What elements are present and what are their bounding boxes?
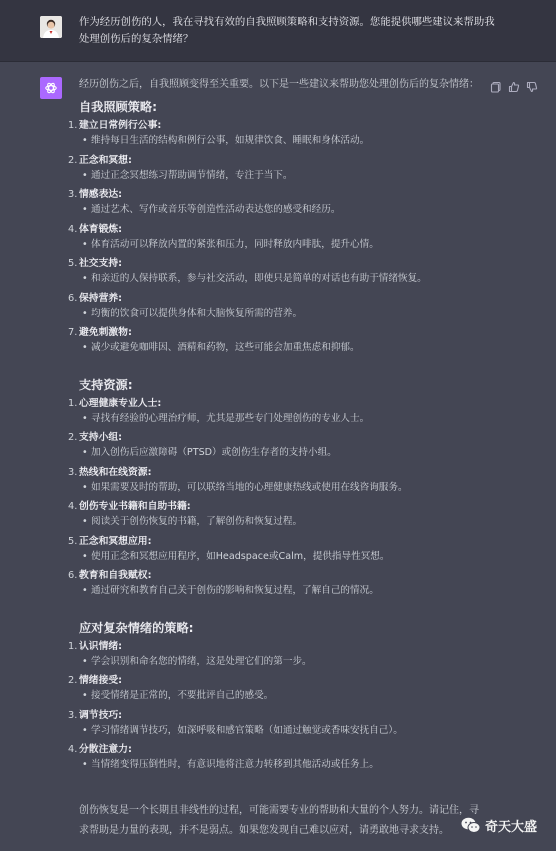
assistant-reply <box>68 76 479 777</box>
list-item-number: 4. <box>68 501 78 512</box>
user-avatar <box>40 16 62 38</box>
chatgpt-logo-icon <box>40 77 62 99</box>
list-item-bullet: • 通过研究和教育自己关于创伤的影响和恢复过程，了解自己的情况。 <box>79 583 479 603</box>
user-message-text: 作为经历创伤的人，我在寻找有效的自我照顾策略和支持资源。您能提供哪些建议来帮助我处理创伤后的复杂情绪？ <box>79 16 495 45</box>
reply-closing: 创伤恢复是一个长期且非线性的过程，可能需要专业的帮助和大量的个人努力。请记住，寻求帮助是力量的表现，并不是弱点。如果您发现自己难以应对，请勇敢地寻求支持。 <box>79 805 479 836</box>
list-item-title: 分散注意力: <box>79 744 132 755</box>
list-item-title: 认识情绪: <box>79 640 123 652</box>
copy-icon[interactable] <box>490 78 502 90</box>
list-item-bullet: • 接受情绪是正常的，不要批评自己的感受。 <box>79 688 479 708</box>
list-item <box>68 708 479 743</box>
list-item-number: 5. <box>68 535 78 547</box>
list-item-bullet: • 寻找有经验的心理治疗师，尤其是那些专门处理创伤的专业人士。 <box>79 411 479 431</box>
list-item-title: 心理健康专业人士: <box>79 397 162 409</box>
list-item-title: 创伤专业书籍和自助书籍: <box>79 501 191 512</box>
list-item-number: 2. <box>68 432 78 443</box>
list-item-number: 4. <box>68 744 78 755</box>
list-item-title: 支持小组: <box>79 432 123 443</box>
list-item-bullet: • 使用正念和冥想应用程序，如Headspace或Calm，提供指导性冥想。 <box>79 549 479 569</box>
list-item-number: 3. <box>68 709 78 721</box>
list-item <box>68 118 479 153</box>
list-item-number: 6. <box>68 292 78 304</box>
list-item-bullet: • 和亲近的人保持联系，参与社交活动，即使只是简单的对话也有助于情绪恢复。 <box>79 271 479 291</box>
list-item-title: 情感表达: <box>79 189 123 200</box>
list-item <box>68 465 479 500</box>
watermark <box>461 816 537 835</box>
list-item-title: 调节技巧: <box>79 709 123 721</box>
list-item-title: 保持营养: <box>79 292 123 304</box>
list-item-bullet: • 学会识别和命名您的情绪，这是处理它们的第一步。 <box>79 654 479 674</box>
list-item-bullet: • 学习情绪调节技巧，如深呼吸和感官策略（如通过触觉或香味安抚自己）。 <box>79 723 479 743</box>
list-item-number: 6. <box>68 570 78 581</box>
list-item <box>68 187 479 222</box>
list-item <box>68 396 479 431</box>
list-item-bullet: • 阅读关于创伤恢复的书籍，了解创伤和恢复过程。 <box>79 514 479 534</box>
list-item-bullet: • 维持每日生活的结构和例行公事，如规律饮食、睡眠和身体活动。 <box>79 133 479 153</box>
section-title: 自我照顾策略: <box>79 100 157 114</box>
list-item-title: 建立日常例行公事: <box>79 120 162 131</box>
list-item <box>68 639 479 674</box>
list-item <box>68 291 479 326</box>
list-item-bullet: • 均衡的饮食可以提供身体和大脑恢复所需的营养。 <box>79 306 479 326</box>
list-item-title: 正念和冥想: <box>79 154 132 166</box>
wechat-icon <box>461 817 481 834</box>
list-item-bullet: • 当情绪变得压倒性时，有意识地将注意力转移到其他活动或任务上。 <box>79 757 479 777</box>
list-item <box>68 534 479 569</box>
list-item-number: 4. <box>68 223 78 235</box>
list-item <box>68 568 479 603</box>
list-item-title: 体育锻炼: <box>79 223 123 235</box>
list-item-number: 1. <box>68 120 78 131</box>
list-item-number: 3. <box>68 466 78 478</box>
section-title: 支持资源: <box>79 377 133 392</box>
user-message-row <box>0 0 556 62</box>
list-item <box>68 742 479 777</box>
thumbs-up-icon[interactable] <box>508 78 520 90</box>
list-item-title: 教育和自我赋权: <box>79 570 152 581</box>
list-item-bullet: • 通过正念冥想练习帮助调节情绪，专注于当下。 <box>79 168 479 188</box>
list-item-bullet: • 加入创伤后应激障碍（PTSD）或创伤生存者的支持小组。 <box>79 445 479 465</box>
list-item <box>68 153 479 188</box>
thumbs-down-icon[interactable] <box>526 78 538 90</box>
list-item-title: 避免刺激物: <box>79 327 132 338</box>
list-item <box>68 430 479 465</box>
reply-intro: 经历创伤之后，自我照顾变得至关重要。以下是一些建议来帮助您处理创伤后的复杂情绪： <box>79 79 479 90</box>
list-item-title: 正念和冥想应用: <box>79 535 152 547</box>
list-item-number: 3. <box>68 189 78 200</box>
list-item <box>68 222 479 257</box>
list-item-number: 1. <box>68 397 78 409</box>
list-item-number: 5. <box>68 258 78 269</box>
list-item <box>68 673 479 708</box>
list-item-title: 情绪接受: <box>79 675 123 686</box>
list-item-number: 2. <box>68 154 78 166</box>
watermark-text: 奇天大盛 <box>485 820 538 835</box>
message-actions <box>490 78 538 90</box>
list-item-number: 2. <box>68 675 78 686</box>
list-item-bullet: • 如果需要及时的帮助，可以联络当地的心理健康热线或使用在线咨询服务。 <box>79 480 479 500</box>
section-title: 应对复杂情绪的策略: <box>79 620 194 635</box>
list-item-title: 社交支持: <box>79 258 123 269</box>
list-item-bullet: • 减少或避免咖啡因、酒精和药物，这些可能会加重焦虑和抑郁。 <box>79 340 479 360</box>
list-item <box>68 499 479 534</box>
list-item <box>68 256 479 291</box>
list-item-number: 1. <box>68 640 78 652</box>
list-item-bullet: • 体育活动可以释放内置的紧张和压力，同时释放内啡肽，提升心情。 <box>79 237 479 257</box>
list-item-title: 热线和在线资源: <box>79 466 152 478</box>
list-item-number: 7. <box>68 327 78 338</box>
list-item <box>68 325 479 360</box>
list-item-bullet: • 通过艺术、写作或音乐等创造性活动表达您的感受和经历。 <box>79 202 479 222</box>
